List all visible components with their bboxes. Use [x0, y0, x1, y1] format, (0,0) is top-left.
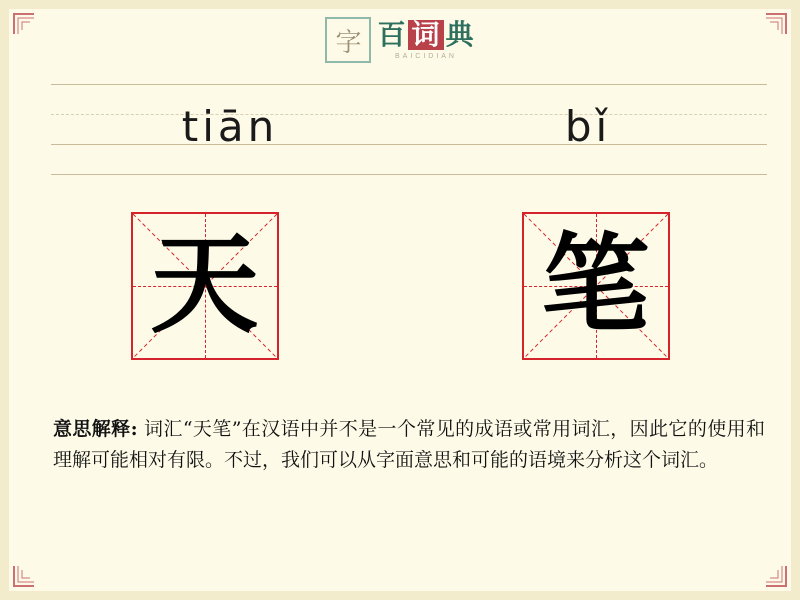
pinyin-text: bǐ — [564, 101, 612, 151]
logo-char-left: 百 — [377, 18, 407, 51]
explanation-block — [53, 414, 765, 477]
logo-seal-icon: 字 — [325, 17, 371, 63]
hanzi-character: 笔 — [541, 223, 650, 348]
logo-subtitle: BAICIDIAN — [394, 53, 457, 60]
corner-ornament-icon — [763, 563, 789, 589]
pinyin-staff — [51, 84, 767, 174]
logo-char-right: 典 — [445, 18, 475, 51]
explanation-label: 意思解释: — [53, 418, 138, 440]
character-grid-row — [9, 212, 791, 360]
corner-ornament-icon — [11, 563, 37, 589]
tianzige-box — [131, 212, 279, 360]
tianzige-box — [522, 212, 670, 360]
pinyin-text: tiān — [181, 101, 279, 151]
logo-char-mid: 词 — [408, 20, 443, 50]
staff-line — [51, 174, 767, 175]
hanzi-character: 天 — [150, 223, 259, 348]
explanation-text: 词汇“天笔”在汉语中并不是一个常见的成语或常用词汇，因此它的使用和理解可能相对有限。不过，我们可以从字面意思和可能的语境来分析这个词汇。 — [53, 418, 766, 472]
site-logo — [9, 17, 791, 63]
